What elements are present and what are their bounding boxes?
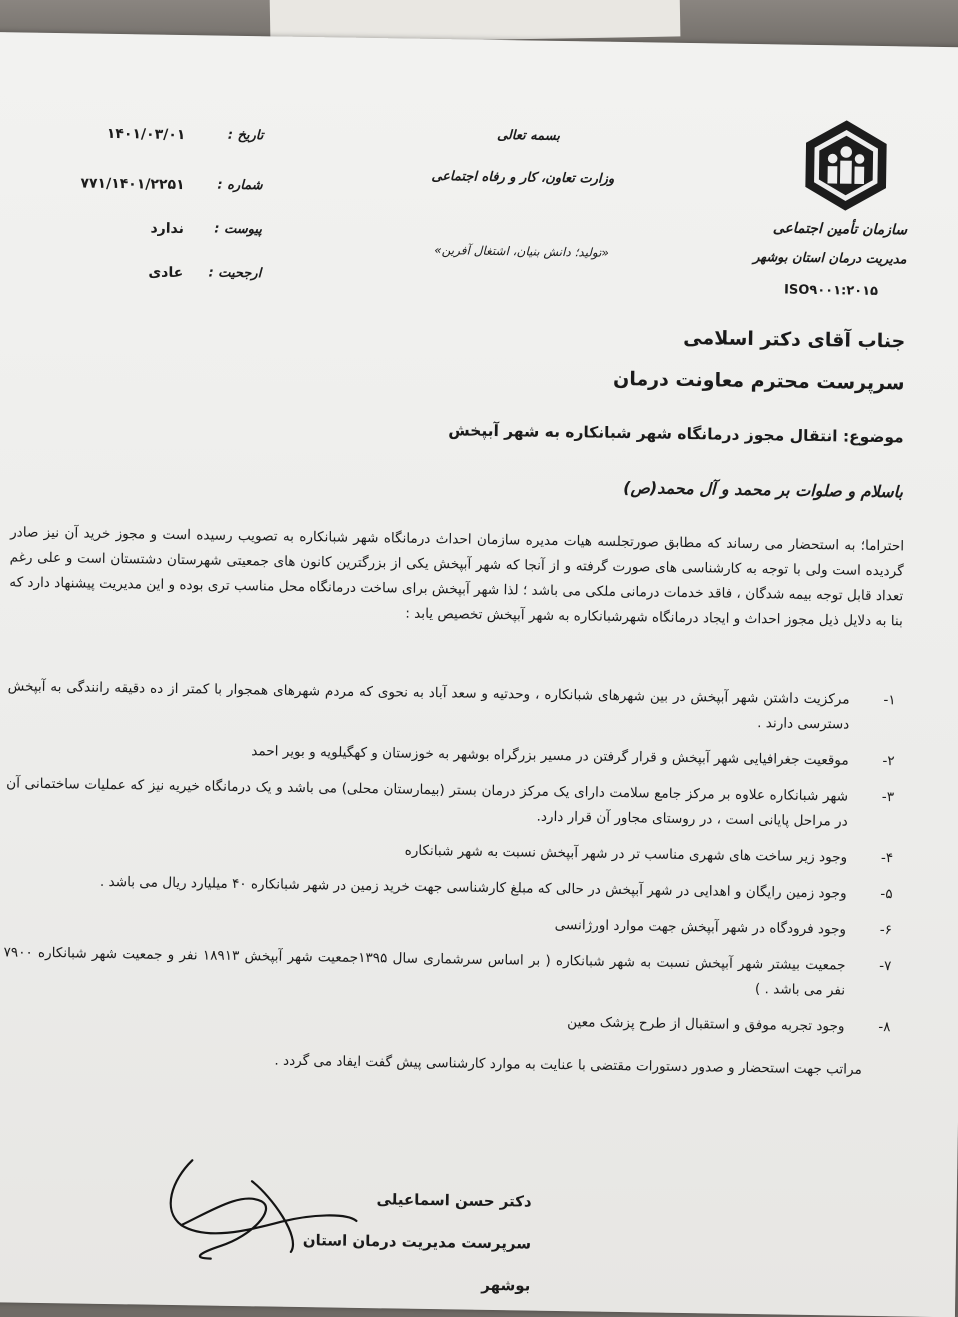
list-item-number: ۳- (881, 789, 895, 806)
reasons-list (2, 674, 902, 1051)
list-item (5, 832, 899, 871)
meta-number-value: ۷۷۱/۱۴۰۱/۲۲۵۱ (80, 175, 185, 194)
list-item (6, 771, 901, 835)
list-item-text: جمعیت بیشتر شهر آبپخش نسبت به شهر شبانکاره ( بر اساس سرشماری سال ۱۳۹۵جمعیت شهر آبپخش ۱۸۹۱۳ نفر و جمعیت شهر شبانکاره ۷۹۰۰ نفر می باشد . ) (3, 944, 846, 999)
addressee-title: سرپرست محترم معاونت درمان (612, 367, 905, 395)
signatory-title: سرپرست مدیریت درمان استان (302, 1231, 532, 1253)
list-item-number: ۸- (878, 1019, 891, 1036)
meta-priority (61, 263, 261, 290)
letter-body: احتراما؛ به استحضار می رساند که مطابق صورتجلسه هیات مدیره سازمان احداث درمانگاه شهر شبانکاره به تصویب رسیده است و مجوز خرید آن نیز صادر گردیده است ولی با توجه به کارشناسی های صورت گرفته و از آنجا که شهر آبپخش یکی از بزرگترین کانون های جمعیتی شهرستان دشتستان است و علی رغم تعداد قابل توجه بیمه شدگان ، فاقد خدمات درمانی ملکی می باشد ؛ لذا شهر آبپخش برای ساخت درمانگاه محل مناسب تری بوده و این مدیریت پیشنهاد دارد که بنا به دلایل ذیل مجوز احداث و ایجاد درمانگاه شهرشبانکاره به شهر آبپخش تخصیص یابد : (9, 524, 905, 630)
list-item-text: مرکزیت داشتن شهر آبپخش در بین شهرهای شبانکاره ، وحدتیه و سعد آباد به نحوی که مردم شهرهای همجوار با کمتر از ده دقیقه رانندگی به آبپخش دسترسی دارند . (7, 678, 850, 733)
organization-name: سازمان تأمین اجتماعی (772, 220, 908, 239)
meta-number (62, 175, 262, 202)
list-item-number: ۷- (879, 958, 892, 975)
letter-greeting: باسلام و صلوات بر محمد و آل محمد(ص) (623, 478, 904, 502)
organization-department: مدیریت درمان استان بوشهر (753, 250, 907, 268)
meta-attachment (62, 219, 262, 246)
list-item (4, 904, 898, 943)
addressee-name: جناب آقای دکتر اسلامی (683, 326, 906, 353)
list-item-text: وجود زمین رایگان و اهدایی در شهر آبپخش در حالی که مبلغ کارشناسی جهت خرید زمین در شهر شبانکاره ۴۰ میلیارد ریال می باشد . (99, 873, 847, 902)
list-item (7, 735, 901, 774)
list-item-text: وجود زیر ساخت های شهری مناسب تر در شهر آبپخش نسبت به شهر شبانکاره (404, 842, 848, 866)
letter-subject: موضوع: انتقال مجوز درمانگاه شهر شبانکاره به شهر آبپخش (448, 421, 904, 447)
meta-date (63, 125, 263, 152)
meta-date-label: تاریخ : (227, 127, 264, 144)
meta-date-value: ۱۴۰۱/۰۳/۰۱ (106, 125, 186, 144)
bismillah-heading: بسمه تعالی (496, 127, 560, 144)
letter-closing: مراتب جهت استحضار و صدور دستورات مقتضی با عنایت به موارد کارشناسی پیش گفت ایفاد می گردد . (274, 1052, 862, 1078)
list-item-number: ۶- (879, 922, 893, 939)
meta-priority-label: ارجحیت : (208, 265, 262, 282)
list-item-number: ۵- (880, 886, 893, 903)
list-item-text: موقعیت جغرافیایی شهر آبپخش و قرار گرفتن در مسیر بزرگراه بوشهر به خوزستان و کهگیلویه و بویر احمد (251, 743, 849, 769)
list-item-number: ۴- (880, 850, 894, 867)
meta-attachment-label: پیوست : (214, 221, 263, 238)
list-item-text: وجود تجربه موفق و استقبال از طرح پزشک معین (567, 1014, 845, 1035)
list-item (4, 868, 898, 907)
list-item-text: شهر شبانکاره علاوه بر مرکز جامع سلامت دارای یک مرکز درمان بستر (بیمارستان محلی) می باشد و یک درمانگاه خیریه نیز که عملیات ساختمانی آن در مراحل پایانی است ، در روستای مجاور آن قرار دارد. (6, 775, 849, 830)
ministry-name: وزارت تعاون، کار و رفاه اجتماعی (431, 168, 615, 187)
social-security-logo-icon (797, 117, 894, 214)
list-item (3, 940, 898, 1004)
list-item-text: وجود فرودگاه در شهر آبپخش جهت موارد اورژانسی (554, 916, 847, 938)
iso-certification: ISO۹۰۰۱:۲۰۱۵ (783, 282, 879, 299)
list-item-number: ۲- (882, 753, 895, 770)
signatory-name: دکتر حسن اسماعیلی (376, 1190, 532, 1211)
letter-page (0, 32, 958, 1317)
meta-attachment-value: ندارد (150, 220, 185, 238)
list-item-number: ۱- (883, 692, 896, 709)
list-item (2, 1001, 896, 1040)
year-slogan: «تولید؛ دانش بنیان، اشتغال آفرین» (434, 243, 610, 260)
meta-number-label: شماره : (217, 177, 263, 194)
signatory-city: بوشهر (481, 1275, 531, 1295)
meta-priority-value: عادی (148, 264, 184, 282)
list-item (7, 674, 902, 738)
